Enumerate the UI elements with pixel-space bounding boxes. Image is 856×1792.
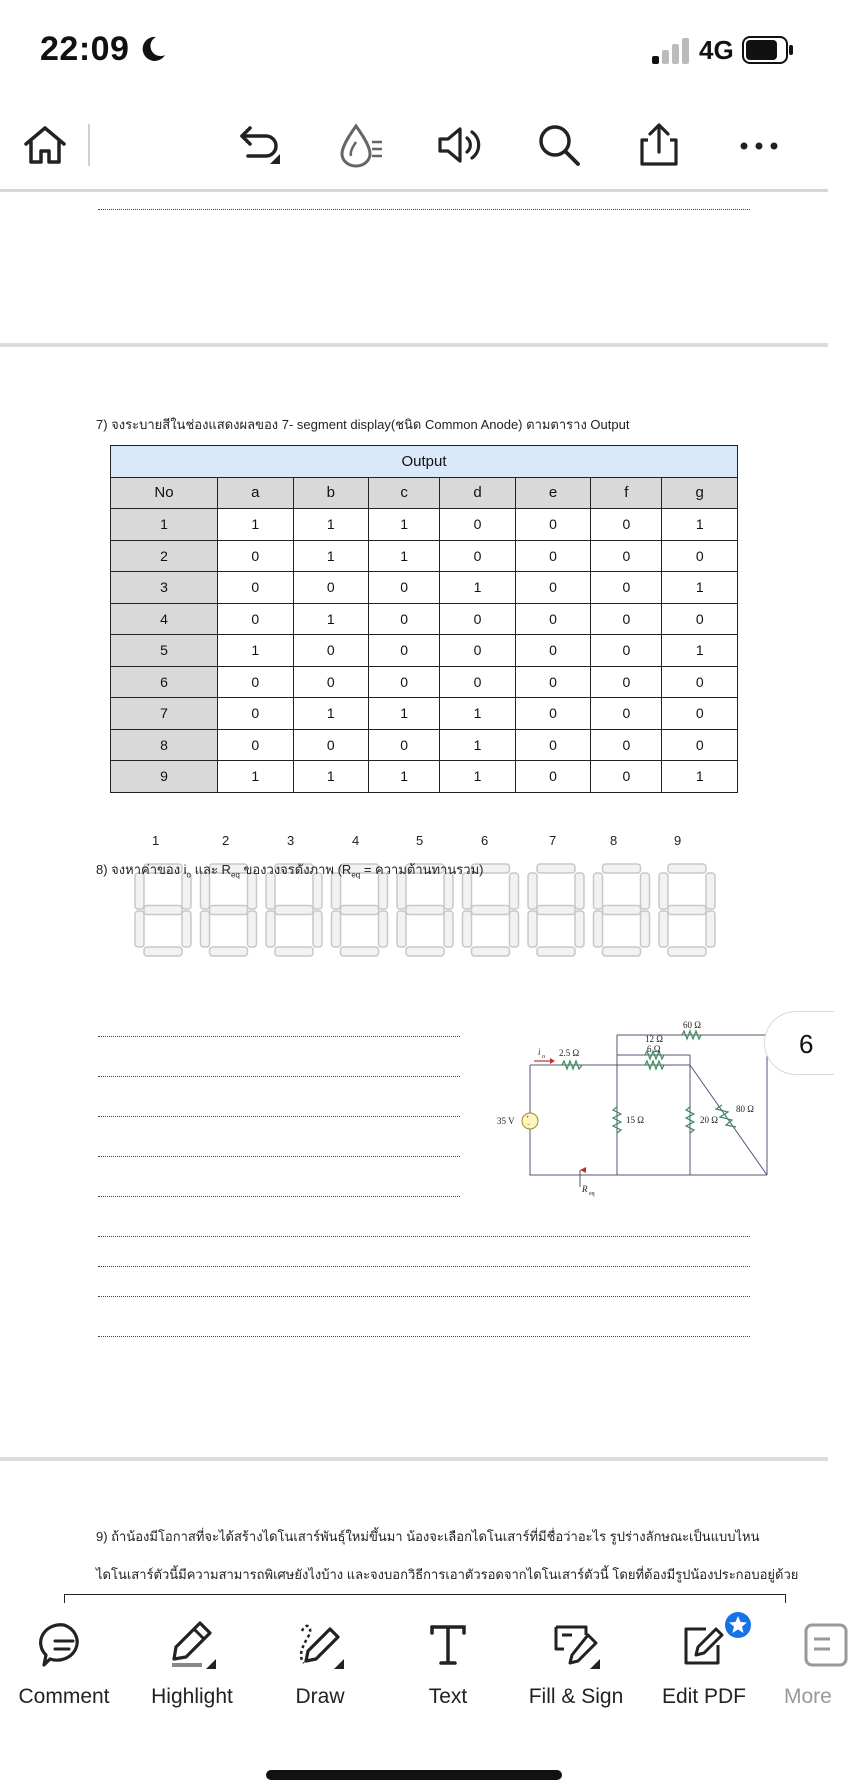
table-row [111, 572, 738, 604]
seven-segment-digit[interactable] [594, 864, 650, 956]
current-subscript: o [542, 1054, 545, 1060]
answer-line [98, 1116, 460, 1117]
value-cell: 0 [218, 540, 294, 572]
req-label: R [582, 1184, 588, 1194]
q8-text-part: ของวงจรดังภาพ (R [239, 862, 352, 877]
value-cell: 0 [515, 509, 591, 541]
q8-subscript: o [186, 870, 191, 880]
svg-text:−: − [527, 1122, 531, 1128]
row-number-cell: 3 [111, 572, 218, 604]
search-icon[interactable] [534, 120, 584, 170]
header-cell: c [369, 477, 440, 509]
question-9-line-2: ไดโนเสาร์ตัวนี้มีความสามารถพิเศษยังไงบ้าง และจงบอกวิธีการเอาตัวรอดจากไดโนเสาร์ตัวนี้ โดยที่ต้องมีรูปน้องประกอบอยู่ด้วย [96, 1567, 799, 1582]
value-cell: 1 [440, 729, 516, 761]
value-cell: 0 [662, 666, 738, 698]
resistor-label: 12 Ω [645, 1034, 663, 1044]
value-cell: 1 [293, 509, 369, 541]
value-cell: 0 [293, 666, 369, 698]
segment[interactable] [444, 911, 453, 947]
edit-pdf-button[interactable] [640, 1617, 768, 1709]
source-label: 35 V [497, 1116, 515, 1126]
segment[interactable] [210, 906, 248, 915]
highlight-label: Highlight [151, 1685, 233, 1708]
segment[interactable] [706, 873, 715, 909]
q8-text-part: 8) จงหาค่าของ i [96, 862, 187, 877]
row-number-cell: 2 [111, 540, 218, 572]
value-cell: 0 [218, 666, 294, 698]
more-icon[interactable] [734, 120, 784, 170]
comment-icon [36, 1617, 92, 1673]
value-cell: 1 [293, 603, 369, 635]
pdf-document-view[interactable] [0, 195, 828, 1603]
table-row [111, 666, 738, 698]
segment[interactable] [182, 911, 191, 947]
value-cell: 0 [515, 729, 591, 761]
premium-star-icon [724, 1611, 752, 1639]
seven-segment-digit[interactable] [528, 864, 584, 956]
segment[interactable] [603, 906, 641, 915]
header-cell: g [662, 477, 738, 509]
segment[interactable] [668, 864, 706, 873]
signal-icon [652, 38, 692, 64]
segment[interactable] [341, 947, 379, 956]
header-cell: f [591, 477, 662, 509]
fill-sign-icon [548, 1617, 604, 1673]
q8-text-part: และ R [191, 862, 231, 877]
row-number-cell: 5 [111, 635, 218, 667]
question-8-text [96, 859, 483, 880]
resistor-label: 80 Ω [736, 1104, 754, 1114]
svg-text:+: + [526, 1115, 530, 1121]
value-cell: 1 [662, 572, 738, 604]
page-separator [0, 1457, 828, 1461]
segment[interactable] [668, 906, 706, 915]
value-cell: 1 [369, 540, 440, 572]
top-toolbar [0, 100, 828, 192]
seven-segment-digit[interactable] [659, 864, 715, 956]
value-cell: 0 [440, 540, 516, 572]
display-number-label: 8 [610, 833, 618, 848]
value-cell: 0 [515, 761, 591, 793]
value-cell: 1 [662, 635, 738, 667]
answer-line [98, 1076, 460, 1077]
segment[interactable] [397, 911, 406, 947]
value-cell: 0 [218, 698, 294, 730]
question-7-text: 7) จงระบายสีในช่องแสดงผลของ 7- segment display(ชนิด Common Anode) ตามตาราง Output [96, 417, 630, 432]
page-number-indicator[interactable] [764, 1011, 834, 1075]
value-cell: 0 [369, 635, 440, 667]
row-number-cell: 1 [111, 509, 218, 541]
segment[interactable] [641, 873, 650, 909]
value-cell: 0 [293, 635, 369, 667]
answer-line [98, 1336, 750, 1337]
value-cell: 0 [515, 572, 591, 604]
highlight-button[interactable] [128, 1617, 256, 1709]
text-label: Text [428, 1685, 468, 1708]
moon-icon [138, 34, 168, 64]
resistor-label: 15 Ω [626, 1115, 644, 1125]
value-cell: 1 [369, 509, 440, 541]
value-cell: 1 [440, 761, 516, 793]
value-cell: 1 [293, 540, 369, 572]
value-cell: 0 [293, 572, 369, 604]
display-number-label: 6 [481, 833, 489, 848]
edit-pdf-label: Edit PDF [661, 1685, 747, 1708]
resistor-label: 6 Ω [647, 1044, 661, 1054]
value-cell: 0 [218, 603, 294, 635]
value-cell: 1 [369, 761, 440, 793]
value-cell: 0 [515, 603, 591, 635]
segment[interactable] [510, 873, 519, 909]
table-row [111, 603, 738, 635]
value-cell: 0 [515, 540, 591, 572]
value-cell: 1 [218, 635, 294, 667]
fill-sign-label: Fill & Sign [528, 1685, 624, 1708]
display-number-label: 7 [549, 833, 557, 848]
value-cell: 0 [440, 603, 516, 635]
value-cell: 0 [591, 761, 662, 793]
row-number-cell: 7 [111, 698, 218, 730]
fill-sign-button[interactable] [512, 1617, 640, 1709]
header-cell: d [440, 477, 516, 509]
display-number-label: 1 [152, 833, 160, 848]
table-row [111, 540, 738, 572]
value-cell: 1 [293, 761, 369, 793]
segment[interactable] [275, 947, 313, 956]
value-cell: 0 [591, 666, 662, 698]
segment[interactable] [537, 864, 575, 873]
value-cell: 0 [218, 572, 294, 604]
value-cell: 1 [218, 761, 294, 793]
table-header-row [111, 477, 738, 509]
table-caption: Output [111, 446, 738, 478]
battery-icon [742, 36, 794, 64]
header-cell: b [293, 477, 369, 509]
answer-line [98, 1266, 750, 1267]
segment[interactable] [210, 947, 248, 956]
segment[interactable] [706, 911, 715, 947]
status-time: 22:09 [40, 30, 130, 68]
value-cell: 1 [662, 761, 738, 793]
header-cell: No [111, 477, 218, 509]
display-number-label: 5 [416, 833, 424, 848]
value-cell: 0 [369, 729, 440, 761]
segment[interactable] [248, 911, 257, 947]
segment[interactable] [135, 911, 144, 947]
comment-button[interactable] [0, 1617, 128, 1709]
segment[interactable] [266, 911, 275, 947]
read-aloud-icon[interactable] [434, 120, 484, 170]
share-icon[interactable] [634, 120, 684, 170]
bottom-tool-bar [0, 1603, 832, 1792]
value-cell: 1 [293, 698, 369, 730]
value-cell: 0 [218, 729, 294, 761]
more-tools-label: More [784, 1685, 832, 1708]
text-icon [420, 1617, 476, 1673]
segment[interactable] [313, 911, 322, 947]
segment[interactable] [641, 911, 650, 947]
resistor-label: 60 Ω [683, 1020, 701, 1030]
segment[interactable] [144, 947, 182, 956]
draw-icon [292, 1617, 348, 1673]
more-tools-button[interactable] [768, 1617, 832, 1709]
segment[interactable] [659, 873, 668, 909]
value-cell: 0 [662, 698, 738, 730]
table-row [111, 729, 738, 761]
value-cell: 0 [440, 509, 516, 541]
value-cell: 0 [293, 729, 369, 761]
segment[interactable] [528, 911, 537, 947]
segment[interactable] [341, 906, 379, 915]
home-icon[interactable] [20, 120, 70, 170]
page-number: 6 [799, 1029, 814, 1059]
segment[interactable] [472, 947, 510, 956]
more-tools-icon [800, 1617, 856, 1673]
value-cell: 0 [591, 509, 662, 541]
segment[interactable] [668, 947, 706, 956]
segment[interactable] [537, 947, 575, 956]
value-cell: 0 [591, 540, 662, 572]
question-9-line-1: 9) ถ้าน้องมีโอกาสที่จะได้สร้างไดโนเสาร์พันธุ์ใหม่ขึ้นมา น้องจะเลือกไดโนเสาร์ที่มีชื่อว่าอะไร รูปร่างลักษณะเป็นแบบไหน [96, 1529, 760, 1544]
segment[interactable] [379, 911, 388, 947]
table-row [111, 509, 738, 541]
segment[interactable] [406, 906, 444, 915]
display-number-label: 9 [674, 833, 682, 848]
segment[interactable] [603, 947, 641, 956]
header-cell: e [515, 477, 591, 509]
answer-line [98, 1296, 750, 1297]
text-button[interactable] [384, 1617, 512, 1709]
network-type: 4G [699, 35, 734, 65]
value-cell: 1 [218, 509, 294, 541]
value-cell: 0 [515, 666, 591, 698]
segment[interactable] [510, 911, 519, 947]
segment[interactable] [537, 906, 575, 915]
segment[interactable] [406, 947, 444, 956]
output-table [110, 445, 738, 793]
circuit-diagram [490, 1020, 770, 1197]
segment[interactable] [659, 911, 668, 947]
q8-subscript: eq [230, 870, 240, 880]
value-cell: 0 [591, 698, 662, 730]
value-cell: 1 [440, 698, 516, 730]
value-cell: 0 [662, 603, 738, 635]
answer-line [98, 1196, 460, 1197]
draw-label: Draw [295, 1685, 345, 1708]
segment[interactable] [575, 911, 584, 947]
display-number-label: 4 [352, 833, 360, 848]
row-number-cell: 9 [111, 761, 218, 793]
highlight-icon [164, 1617, 220, 1673]
value-cell: 0 [591, 729, 662, 761]
value-cell: 0 [515, 698, 591, 730]
toolbar-divider [88, 124, 90, 166]
segment[interactable] [144, 906, 182, 915]
answer-line [98, 1036, 460, 1037]
segment[interactable] [603, 864, 641, 873]
q8-subscript: eq [351, 870, 361, 880]
value-cell: 0 [662, 540, 738, 572]
segment[interactable] [528, 873, 537, 909]
draw-button[interactable] [256, 1617, 384, 1709]
home-indicator[interactable] [266, 1770, 562, 1780]
status-bar [0, 0, 828, 100]
answer-line [98, 1156, 460, 1157]
undo-icon[interactable] [234, 120, 284, 170]
segment[interactable] [275, 906, 313, 915]
resistor-label: 20 Ω [700, 1115, 718, 1125]
row-number-cell: 8 [111, 729, 218, 761]
table-row [111, 698, 738, 730]
row-number-cell: 6 [111, 666, 218, 698]
answer-line [98, 209, 750, 210]
value-cell: 0 [591, 603, 662, 635]
current-label: i [538, 1047, 541, 1057]
segment[interactable] [594, 873, 603, 909]
segment[interactable] [201, 911, 210, 947]
segment[interactable] [472, 906, 510, 915]
header-cell: a [218, 477, 294, 509]
value-cell: 0 [369, 603, 440, 635]
answer-line [98, 1236, 750, 1237]
segment[interactable] [594, 911, 603, 947]
value-cell: 0 [440, 635, 516, 667]
value-cell: 0 [369, 572, 440, 604]
table-row [111, 635, 738, 667]
value-cell: 0 [662, 729, 738, 761]
display-number-label: 3 [287, 833, 295, 848]
value-cell: 0 [591, 572, 662, 604]
segment[interactable] [463, 911, 472, 947]
value-cell: 1 [369, 698, 440, 730]
value-cell: 0 [440, 666, 516, 698]
value-cell: 1 [662, 509, 738, 541]
value-cell: 0 [369, 666, 440, 698]
row-number-cell: 4 [111, 603, 218, 635]
resistor-label: 2.5 Ω [559, 1048, 580, 1058]
q8-text-part: = ความต้านทานรวม) [360, 862, 484, 877]
table-row [111, 761, 738, 793]
segment[interactable] [332, 911, 341, 947]
ink-drop-icon[interactable] [336, 120, 386, 170]
segment[interactable] [575, 873, 584, 909]
req-subscript: eq [589, 1191, 595, 1197]
display-number-label: 2 [222, 833, 230, 848]
value-cell: 1 [440, 572, 516, 604]
value-cell: 0 [591, 635, 662, 667]
page-separator [0, 343, 828, 347]
value-cell: 0 [515, 635, 591, 667]
comment-label: Comment [18, 1685, 110, 1708]
